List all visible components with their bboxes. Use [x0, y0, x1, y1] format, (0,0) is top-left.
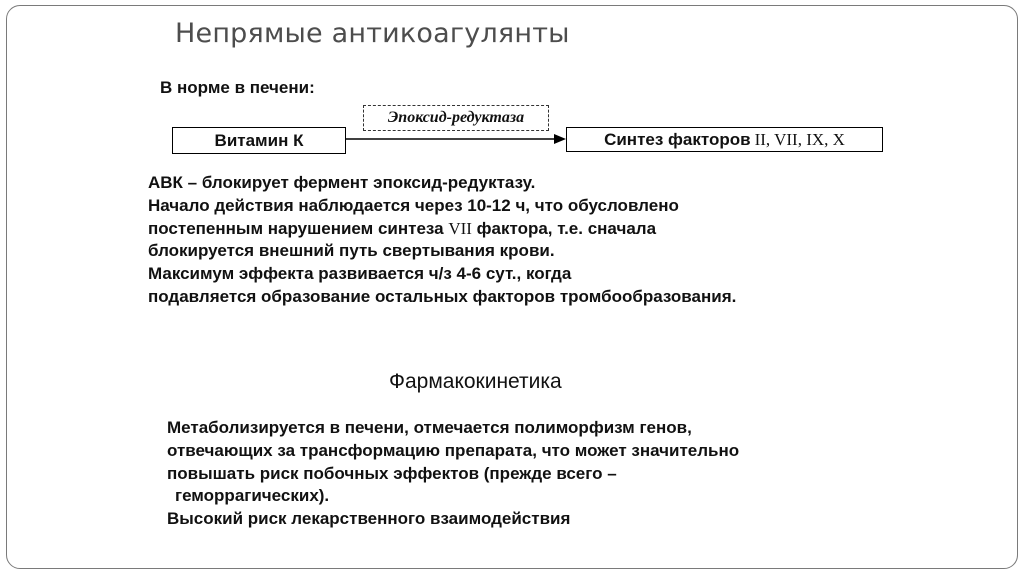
pk-line: Высокий риск лекарственного взаимодействия: [167, 509, 571, 529]
enzyme-box: [363, 105, 549, 131]
pharmacokinetics-paragraph: [167, 417, 887, 531]
pharmacokinetics-heading: Фармакокинетика: [389, 370, 562, 393]
pk-line: геморрагических).: [175, 486, 330, 506]
synthesis-label: Синтез факторов: [604, 129, 751, 149]
slide-title: Непрямые антикоагулянты: [175, 18, 570, 49]
mechanism-text: постепенным нарушением синтеза: [148, 218, 449, 238]
pk-line: Метаболизируется в печени, отмечается полиморфизм генов,: [167, 418, 692, 437]
mechanism-paragraph: [148, 172, 908, 309]
mechanism-line: подавляется образование остальных факторов тромбообразования.: [148, 286, 737, 306]
mechanism-line: Начало действия наблюдается через 10-12 ч, что обусловлено: [148, 195, 679, 215]
pk-line: отвечающих за трансформацию препарата, что может значительно: [167, 440, 740, 460]
vitamin-k-box: [172, 127, 346, 154]
flow-arrow-icon: [346, 132, 568, 146]
mechanism-line: [148, 218, 908, 241]
enzyme-label: Эпоксид-редуктаза: [387, 109, 525, 126]
mechanism-line: АВК – блокирует фермент эпоксид-редуктазу.: [148, 173, 536, 192]
factor-synthesis-box: [566, 127, 883, 152]
mechanism-text: фактора, т.е. сначала: [471, 218, 657, 238]
mechanism-line: Максимум эффекта развивается ч/з 4-6 сут., когда: [148, 264, 572, 284]
factor-numeral: VII: [448, 218, 472, 238]
subheading: В норме в печени:: [160, 78, 315, 97]
vitamin-k-label: Витамин К: [214, 130, 304, 150]
mechanism-line: блокируется внешний путь свертывания крови.: [148, 241, 555, 261]
factor-numerals: II, VII, IX, X: [754, 129, 845, 149]
pk-line: повышать риск побочных эффектов (прежде всего –: [167, 463, 617, 483]
